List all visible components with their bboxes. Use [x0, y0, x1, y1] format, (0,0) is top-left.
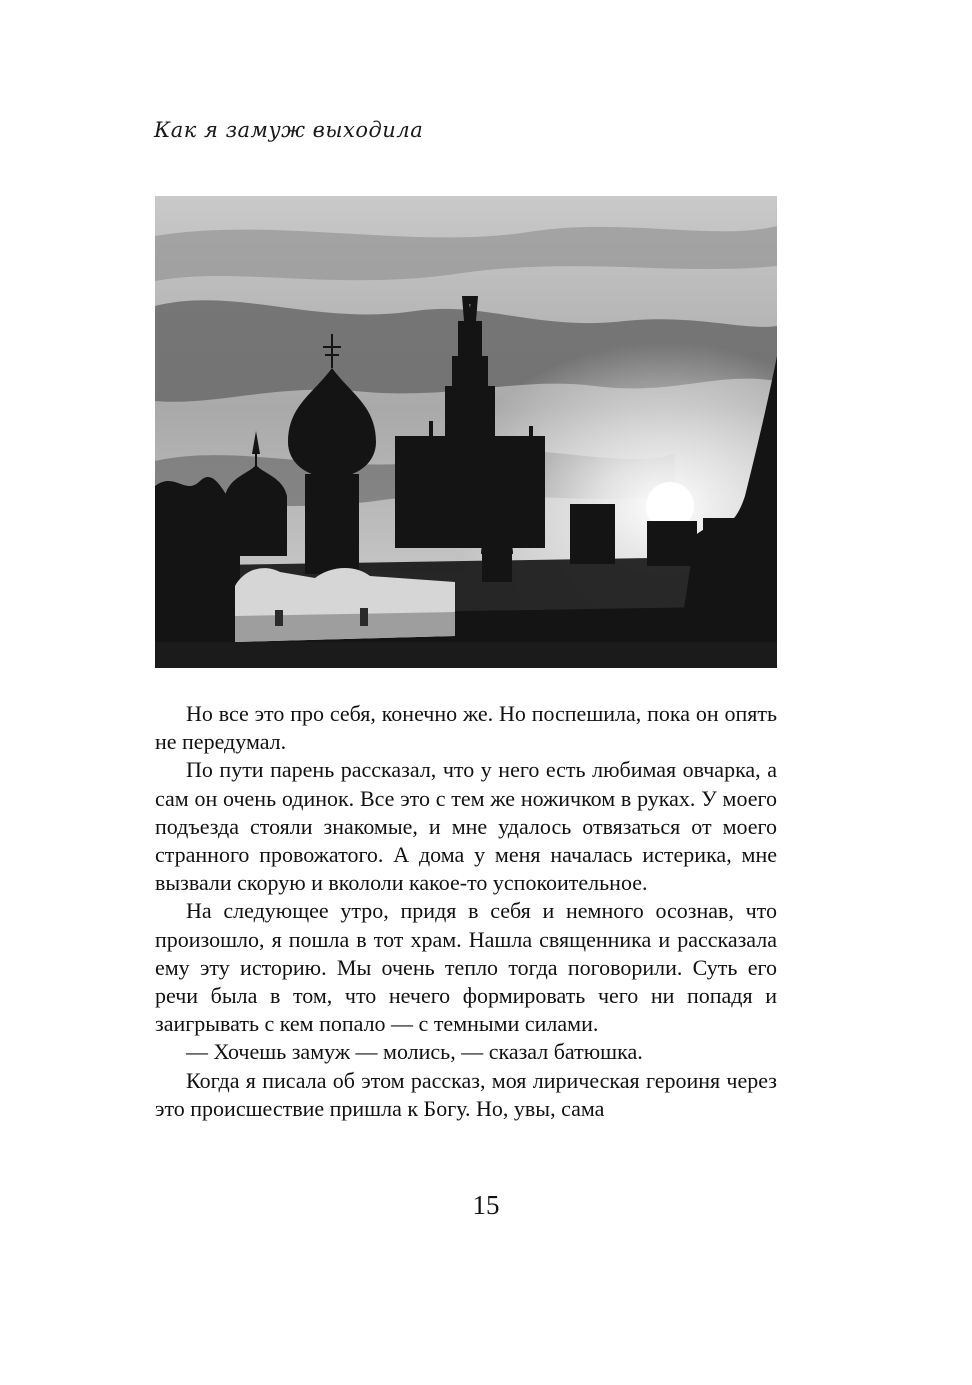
ground [155, 642, 777, 668]
paragraph: Но все это про себя, конечно же. Но поспешила, пока он опять не передумал. [155, 701, 777, 755]
paragraph: — Хочешь замуж — молись, — сказал батюшка. [186, 1039, 643, 1065]
page-number: 15 [472, 1190, 500, 1220]
body-text [155, 700, 777, 1123]
paragraph: Когда я писала об этом рассказ, моя лирическая героиня через это происшествие пришла к Богу. Но, увы, сама [155, 1067, 777, 1121]
paragraph: На следующее утро, придя в себя и немного осознав, что произошло, я пошла в тот храм. Нашла священника и рассказала ему эту историю. Мы очень тепло тогда поговорили. Суть его речи была в том, что нечего формировать чего ни попадя и заигрывать с кем попало — с темными силами. [155, 898, 777, 1037]
paragraph: По пути парень рассказал, что у него есть любимая овчарка, а сам он очень одинок. Все это с тем же ножичком в руках. У моего подъезда стояли знакомые, и мне удалось отвязаться от моего странного провожатого. А дома у меня началась истерика, мне вызвали скорую и вкололи какое-то успокоительное. [155, 757, 777, 896]
church-window [275, 610, 283, 626]
skyline-photo [155, 196, 777, 668]
running-head: Как я замуж выходила [154, 118, 424, 142]
church-window [360, 608, 368, 626]
